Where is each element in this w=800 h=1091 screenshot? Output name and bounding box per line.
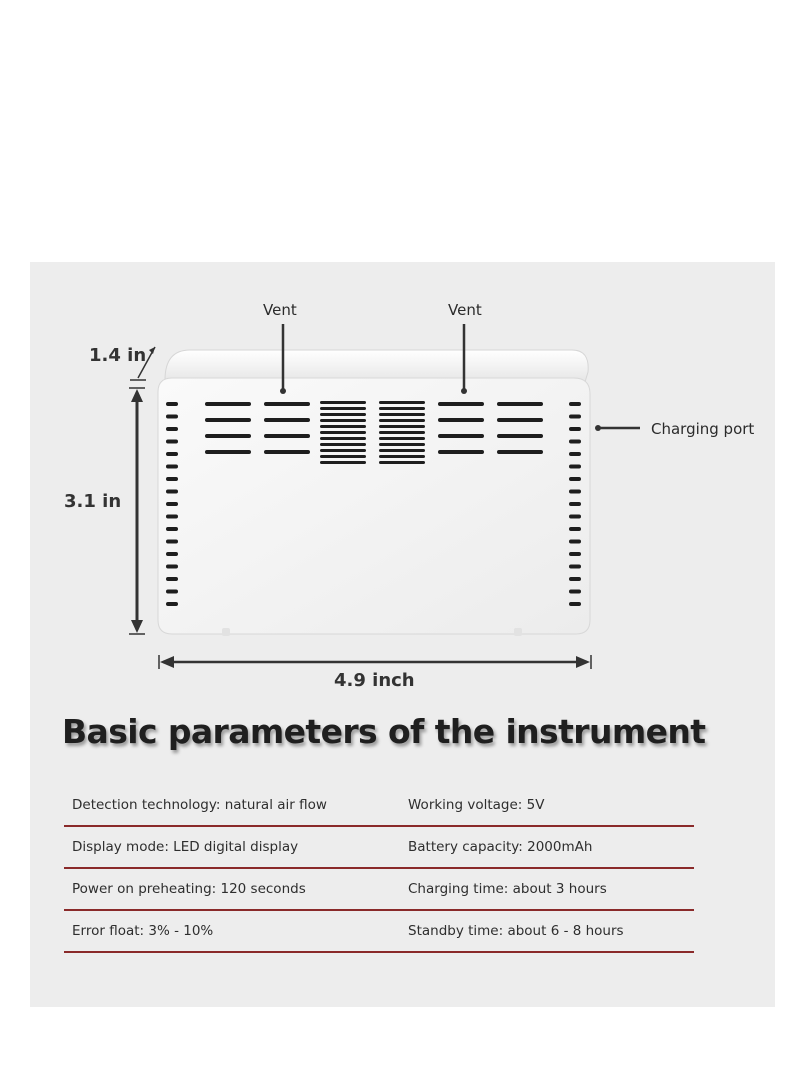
vent-slot [569, 502, 581, 506]
vent-slot [166, 590, 178, 594]
parameter-row [64, 911, 694, 953]
vent-slot [320, 419, 366, 422]
vent-slot [379, 425, 425, 428]
vent-slot [438, 450, 484, 454]
vent-slot [320, 437, 366, 440]
height-label: 3.1 in [64, 491, 122, 512]
vent-slot [320, 443, 366, 446]
vent-slot [320, 401, 366, 404]
vent-slot [264, 418, 310, 422]
vent-slot [569, 452, 581, 456]
vent-slot [379, 407, 425, 410]
vent-slot [166, 527, 178, 531]
vent-slot [379, 413, 425, 416]
parameter-display-mode: Display mode: LED digital display [72, 839, 299, 855]
vent-slot [569, 540, 581, 544]
parameters-heading: Basic parameters of the instrument [62, 712, 706, 751]
vent-slot [166, 540, 178, 544]
vent-slot [166, 515, 178, 519]
vent-slot [320, 449, 366, 452]
height-dimension-arrow [129, 388, 145, 634]
vent-slot [379, 455, 425, 458]
vent-slot [569, 527, 581, 531]
vent-slot [569, 552, 581, 556]
parameter-charging-time: Charging time: about 3 hours [408, 881, 607, 897]
vent-slot [379, 443, 425, 446]
vent-slot [569, 427, 581, 431]
vent-slot [166, 402, 178, 406]
charging-port-label: Charging port [651, 420, 755, 438]
vent-slot [497, 450, 543, 454]
vent-slot [166, 502, 178, 506]
vent-slot [166, 452, 178, 456]
vent-slot [166, 565, 178, 569]
width-label: 4.9 inch [334, 670, 415, 691]
vent-slot [569, 515, 581, 519]
depth-label: 1.4 in [89, 345, 147, 366]
vent-slot [569, 577, 581, 581]
parameters-table [64, 785, 694, 953]
vent-label-right: Vent [448, 301, 482, 319]
vent-slot [166, 490, 178, 494]
vent-slot [379, 431, 425, 434]
vent-slot [569, 490, 581, 494]
vent-slot [264, 434, 310, 438]
vent-slot [264, 402, 310, 406]
vent-slot [166, 440, 178, 444]
vent-slot [205, 434, 251, 438]
parameter-row [64, 869, 694, 911]
vent-slot [569, 590, 581, 594]
vent-slot [497, 418, 543, 422]
device-body [158, 350, 590, 636]
vent-slot [320, 455, 366, 458]
vent-slot [166, 552, 178, 556]
vent-slot [438, 402, 484, 406]
vent-slot [166, 427, 178, 431]
vent-slot [569, 415, 581, 419]
parameter-detection-technology: Detection technology: natural air flow [72, 797, 327, 813]
vent-slot [320, 407, 366, 410]
vent-slot [569, 465, 581, 469]
vent-slot [166, 415, 178, 419]
vent-slot [205, 402, 251, 406]
vent-slot [320, 431, 366, 434]
parameter-error-float: Error float: 3% - 10% [72, 923, 214, 939]
parameter-standby-time: Standby time: about 6 - 8 hours [408, 923, 624, 939]
vent-slot [166, 465, 178, 469]
parameter-working-voltage: Working voltage: 5V [408, 797, 545, 813]
vent-slot [569, 477, 581, 481]
vent-slot [166, 577, 178, 581]
vent-slot [320, 413, 366, 416]
parameter-battery-capacity: Battery capacity: 2000mAh [408, 839, 593, 855]
vent-slot [264, 450, 310, 454]
vent-slot [569, 602, 581, 606]
parameter-row [64, 827, 694, 869]
vent-label-left: Vent [263, 301, 297, 319]
vent-slot [569, 402, 581, 406]
vent-slot [379, 449, 425, 452]
vent-slot [320, 461, 366, 464]
vent-slot [379, 401, 425, 404]
parameter-row [64, 785, 694, 827]
vent-slot [379, 461, 425, 464]
width-dimension-arrow [159, 655, 591, 669]
vent-slot [320, 425, 366, 428]
vent-slot [205, 418, 251, 422]
vent-slot [166, 477, 178, 481]
vent-slot [497, 434, 543, 438]
vent-slot [379, 437, 425, 440]
vent-slot [166, 602, 178, 606]
parameter-preheating: Power on preheating: 120 seconds [72, 881, 306, 897]
vent-slot [569, 565, 581, 569]
vent-slot [497, 402, 543, 406]
vent-slot [438, 418, 484, 422]
vent-slot [379, 419, 425, 422]
vent-slot [569, 440, 581, 444]
vent-slot [205, 450, 251, 454]
vent-slot [438, 434, 484, 438]
charging-port-pointer [595, 425, 640, 431]
